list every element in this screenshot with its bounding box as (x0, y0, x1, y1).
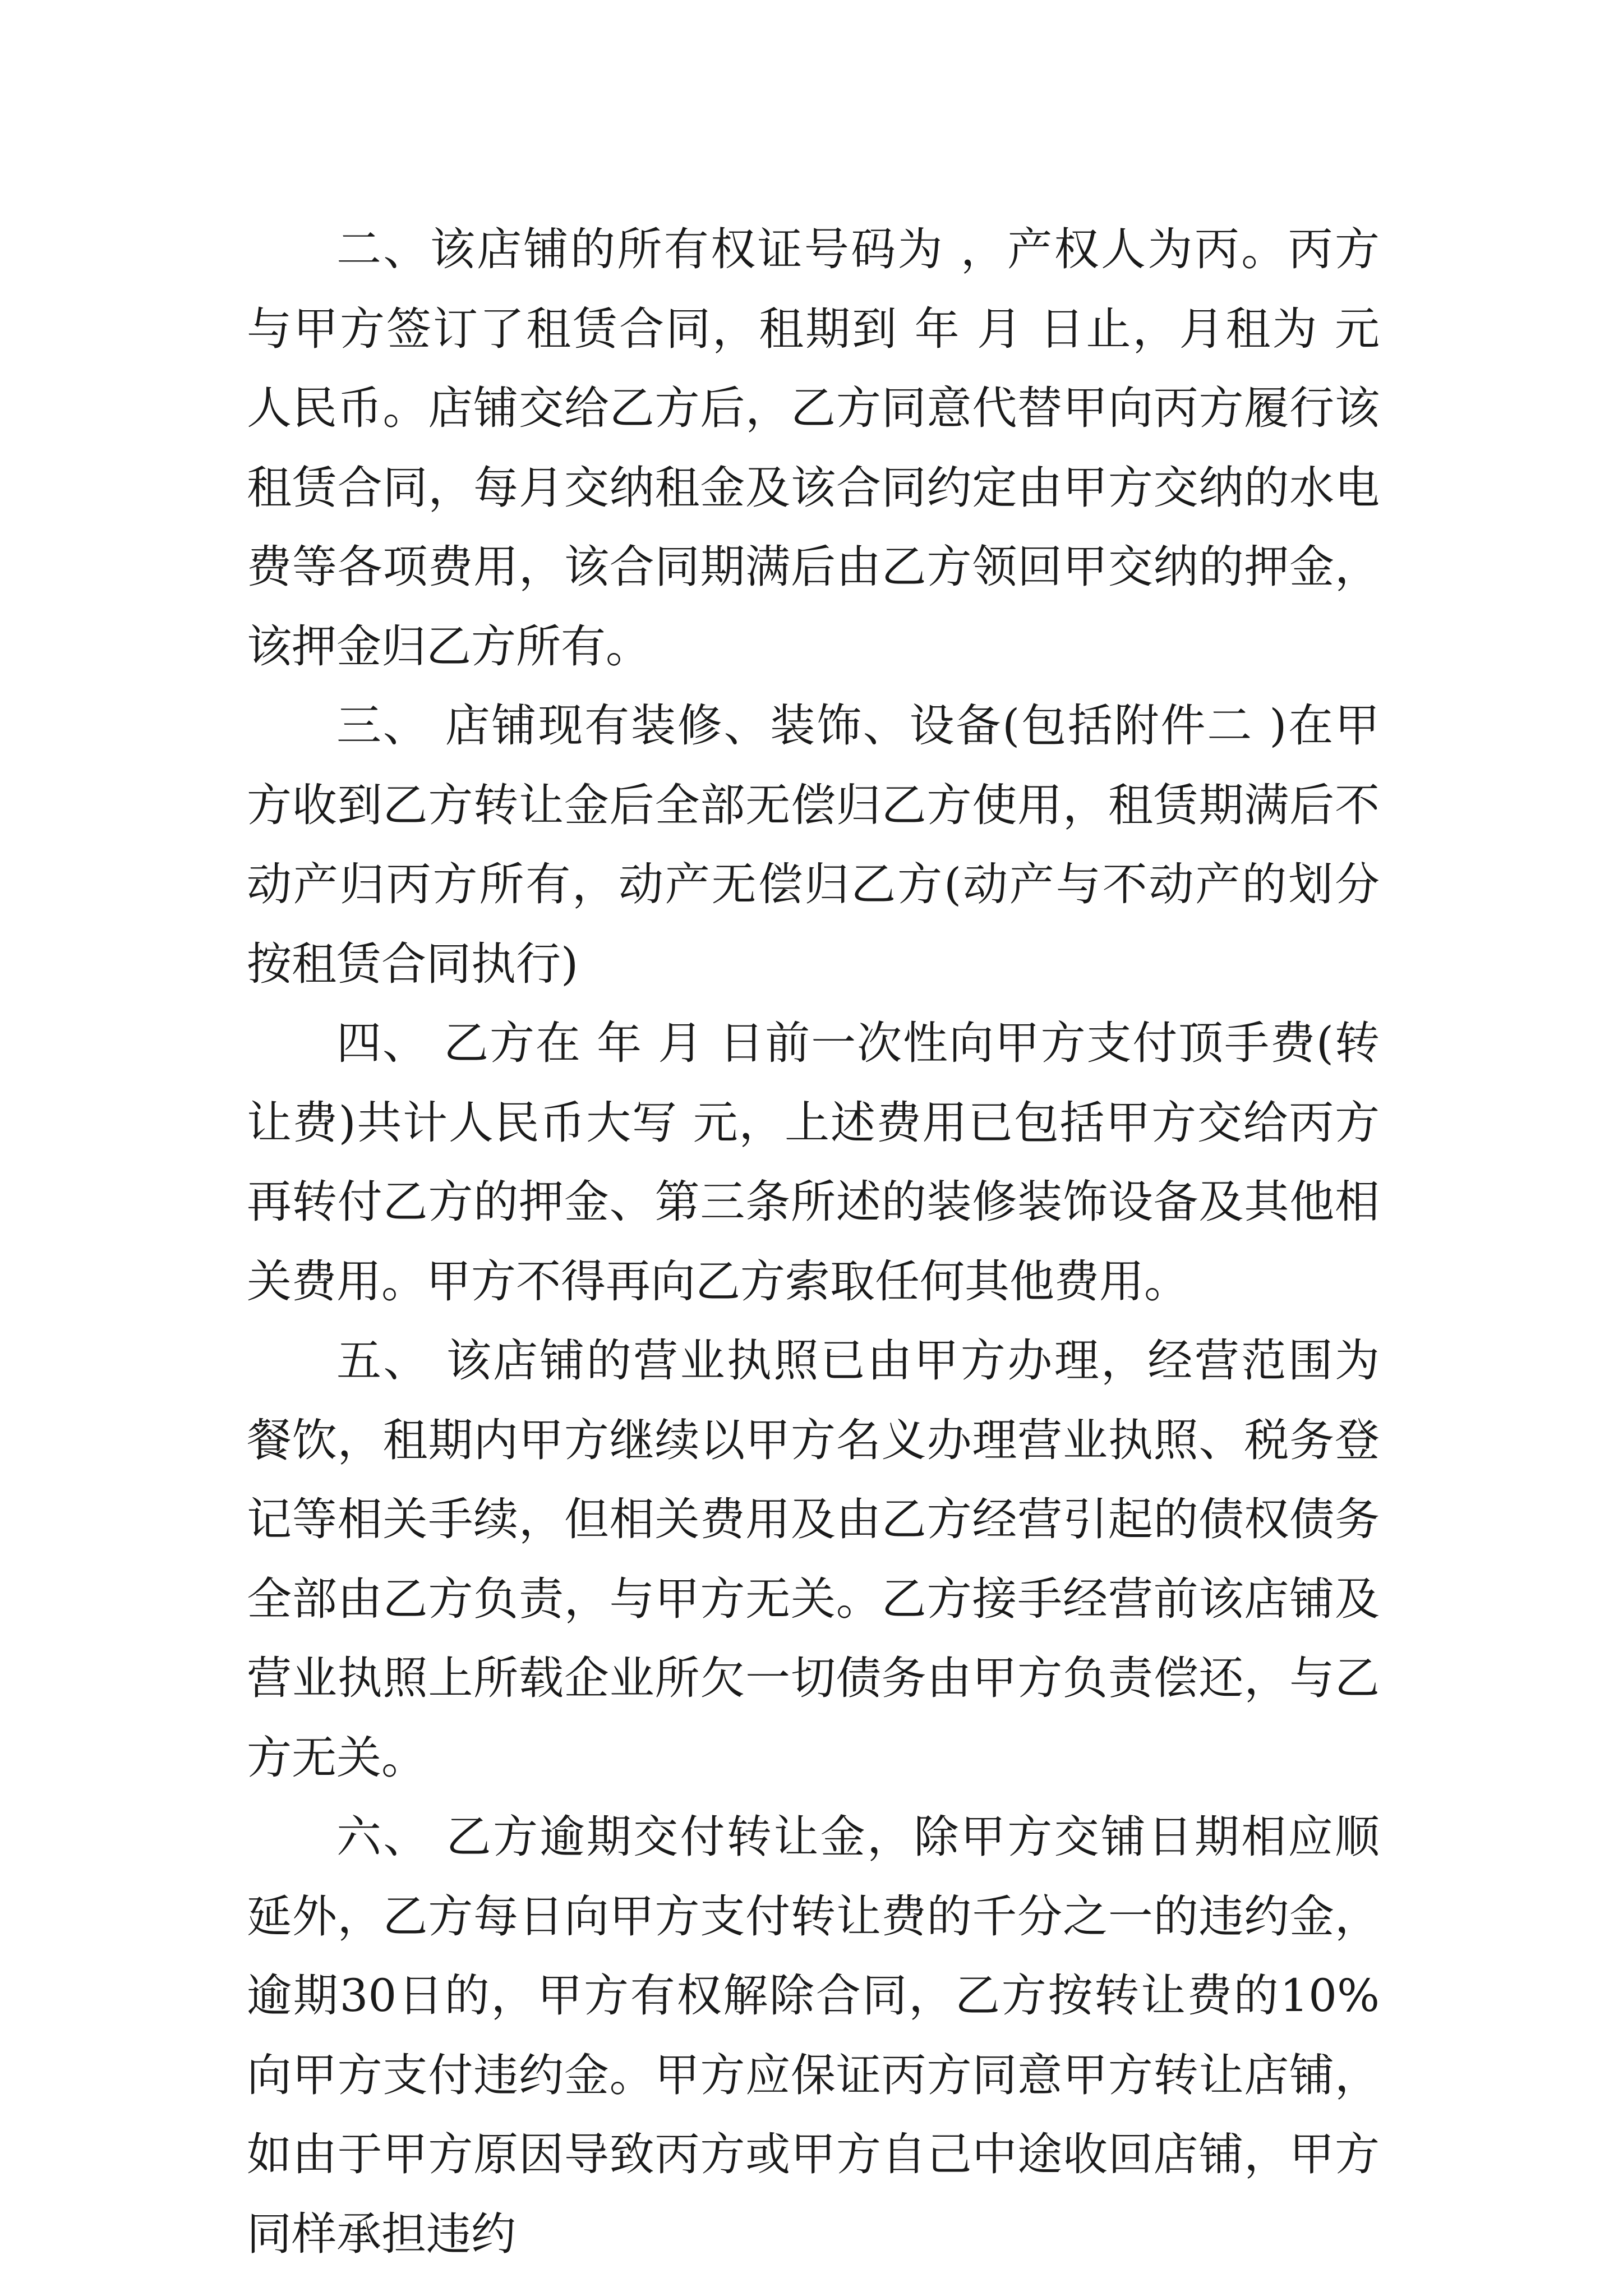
clause-5-paragraph: 五、 该店铺的营业执照已由甲方办理，经营范围为餐饮，租期内甲方继续以甲方名义办理营业执照、税务登记等相关手续，但相关费用及由乙方经营引起的债权债务全部由乙方负责，与甲方无关。乙方接手经营前该店铺及营业执照上所载企业所欠一切债务由甲方负责偿还，与乙方无关。 (247, 1335, 1380, 1784)
clause-6-paragraph: 六、 乙方逾期交付转让金，除甲方交铺日期相应顺延外，乙方每日向甲方支付转让费的千分之一的违约金，逾期30日的，甲方有权解除合同，乙方按转让费的10%向甲方支付违约金。甲方应保证丙方同意甲方转让店铺，如由于甲方原因导致丙方或甲方自己中途收回店铺，甲方同样承担违约 (247, 1811, 1380, 2260)
clause-2-paragraph: 二、该店铺的所有权证号码为 ，产权人为丙。丙方与甲方签订了租赁合同，租期到 年 月 日止，月租为 元人民币。店铺交给乙方后，乙方同意代替甲向丙方履行该租赁合同，每月交纳租金及该合同约定由甲方交纳的水电费等各项费用，该合同期满后由乙方领回甲交纳的押金，该押金归乙方所有。 (247, 223, 1380, 673)
clause-3-paragraph: 三、 店铺现有装修、装饰、设备(包括附件二 )在甲方收到乙方转让金后全部无偿归乙方使用，租赁期满后不动产归丙方所有，动产无偿归乙方(动产与不动产的划分按租赁合同执行) (247, 700, 1380, 990)
document-body (247, 210, 1380, 2274)
clause-4-paragraph: 四、 乙方在 年 月 日前一次性向甲方支付顶手费(转让费)共计人民币大写 元，上述费用已包括甲方交给丙方再转付乙方的押金、第三条所述的装修装饰设备及其他相关费用。甲方不得再向乙方索取任何其他费用。 (247, 1017, 1380, 1308)
